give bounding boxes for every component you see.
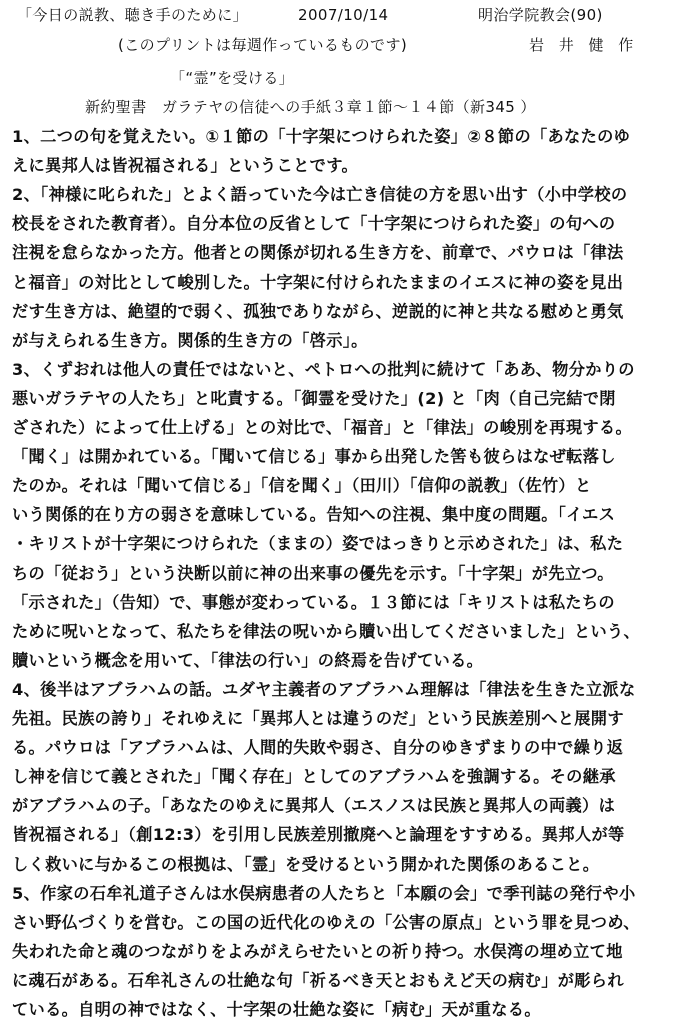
body-line-18: ために呪いとなって、私たちを律法の呪いから贖い出してくださいました」という、: [12, 621, 641, 641]
body-line-7: だす生き方は、絶望的で弱く、孤独でありながら、逆説的に神と共なる慰めと勇気: [12, 301, 624, 321]
body-line-13: たのか。それは「聞いて信じる」「信を聞く」（田川）「信仰の説教」（佐竹）と: [12, 476, 592, 496]
scripture-reference: 新約聖書 ガラテヤの信徒への手紙３章１節～１４節（新345 ）: [85, 98, 536, 116]
body-line-25: 皆祝福される」（創12:3）を引用し民族差別撤廃へと論理をすすめる。異邦人が等: [12, 825, 625, 845]
body-line-27: 5、作家の石牟礼道子さんは水俣病患者の人たちと「本願の会」で季刊誌の発行や小: [12, 883, 636, 903]
body-line-4: 校長をされた教育者）。自分本位の反省として「十字架につけられた姿」の句への: [12, 214, 616, 234]
body-line-14: いう関係的在り方の弱さを意味している。告知への注視、集中度の問題。「イエス: [12, 505, 616, 525]
church-name: 明治学院教会(90): [478, 6, 603, 24]
body-line-8: が与えられる生き方。関係的生き方の「啓示」。: [12, 330, 368, 350]
body-line-2: えに異邦人は皆祝福される」ということです。: [12, 156, 358, 176]
body-line-1: 1、二つの句を覚えたい。①１節の「十字架につけられた姿」②８節の「あなたのゆ: [12, 127, 631, 146]
author-name: 岩 井 健 作: [529, 36, 639, 54]
body-line-6: と福音」の対比として峻別した。十字架に付けられたままのイエスに神の姿を見出: [12, 272, 624, 292]
body-line-5: 注視を怠らなかった方。他者との関係が切れる生き方を、前章で、パウロは「律法: [12, 243, 624, 263]
body-line-10: 悪いガラテヤの人たち」と叱責する。「御霊を受けた」(2) と「肉（自己完結で閉: [12, 388, 616, 408]
body-line-11: ざされた）によって仕上げる」との対比で、「福音」と「律法」の峻別を再現する。: [12, 418, 632, 437]
body-line-22: る。パウロは「アブラハムは、人間的失敗や弱さ、自分のゆきずまりの中で繰り返: [12, 738, 624, 758]
body-line-15: ・キリストが十字架につけられた（ままの）姿ではっきりと示めされた」は、私た: [12, 534, 624, 554]
sermon-date: 2007/10/14: [298, 6, 389, 24]
body-line-26: しく救いに与かるこの根拠は、「霊」を受けるという開かれた関係のあること。: [12, 854, 600, 874]
body-line-3: 2、「神様に叱られた」とよく語っていた今は亡き信徒の方を思い出す（小中学校の: [12, 185, 628, 205]
body-line-20: 4、後半はアブラハムの話。ユダヤ主義者のアブラハム理解は「律法を生きた立派な: [12, 679, 636, 699]
body-line-24: がアブラハムの子。「あなたのゆえに異邦人（エスノスは民族と異邦人の両義）は: [12, 796, 616, 816]
body-line-29: 失われた命と魂のつながりをよみがえらせたいとの祈り持つ。水俣湾の埋め立て地: [12, 941, 623, 961]
body-line-9: 3、くずおれは他人の責任ではないと、ペトロへの批判に続けて「ああ、物分かりの: [12, 359, 635, 379]
body-line-23: し神を信じて義とされた」「聞く存在」としてのアブラハムを強調する。その継承: [12, 767, 616, 787]
body-line-31: ている。自明の神ではなく、十字架の壮絶な姿に「病む」天が重なる。: [12, 1000, 541, 1019]
body-line-21: 先祖。民族の誇り」それゆえに「異邦人とは違うのだ」という民族差別へと展開す: [12, 709, 624, 728]
body-line-28: さい野仏づくりを営む。この国の近代化のゆえの「公害の原点」という罪を見つめ、: [12, 912, 640, 932]
print-note: (このプリントは毎週作っているものです): [118, 36, 408, 54]
body-line-30: に魂石がある。石牟礼さんの壮絶な句「祈るべき天とおもえど天の病む」が彫られ: [12, 970, 624, 990]
body-line-16: ちの「従おう」という決断以前に神の出来事の優先を示す。「十字架」が先立つ。: [12, 563, 614, 583]
sermon-title: 「“霊”を受ける」: [170, 69, 295, 87]
body-line-17: 「示された」（告知）で、事態が変わっている。１３節には「キリストは私たちの: [12, 592, 615, 612]
series-title: 「今日の説教、聴き手のために」: [17, 6, 249, 24]
body-line-19: 贖いという概念を用いて、「律法の行い」の終焉を告げている。: [12, 650, 484, 670]
body-line-12: 「聞く」は開かれている。「聞いて信じる」事から出発した筈も彼らはなぜ転落し: [12, 447, 616, 467]
